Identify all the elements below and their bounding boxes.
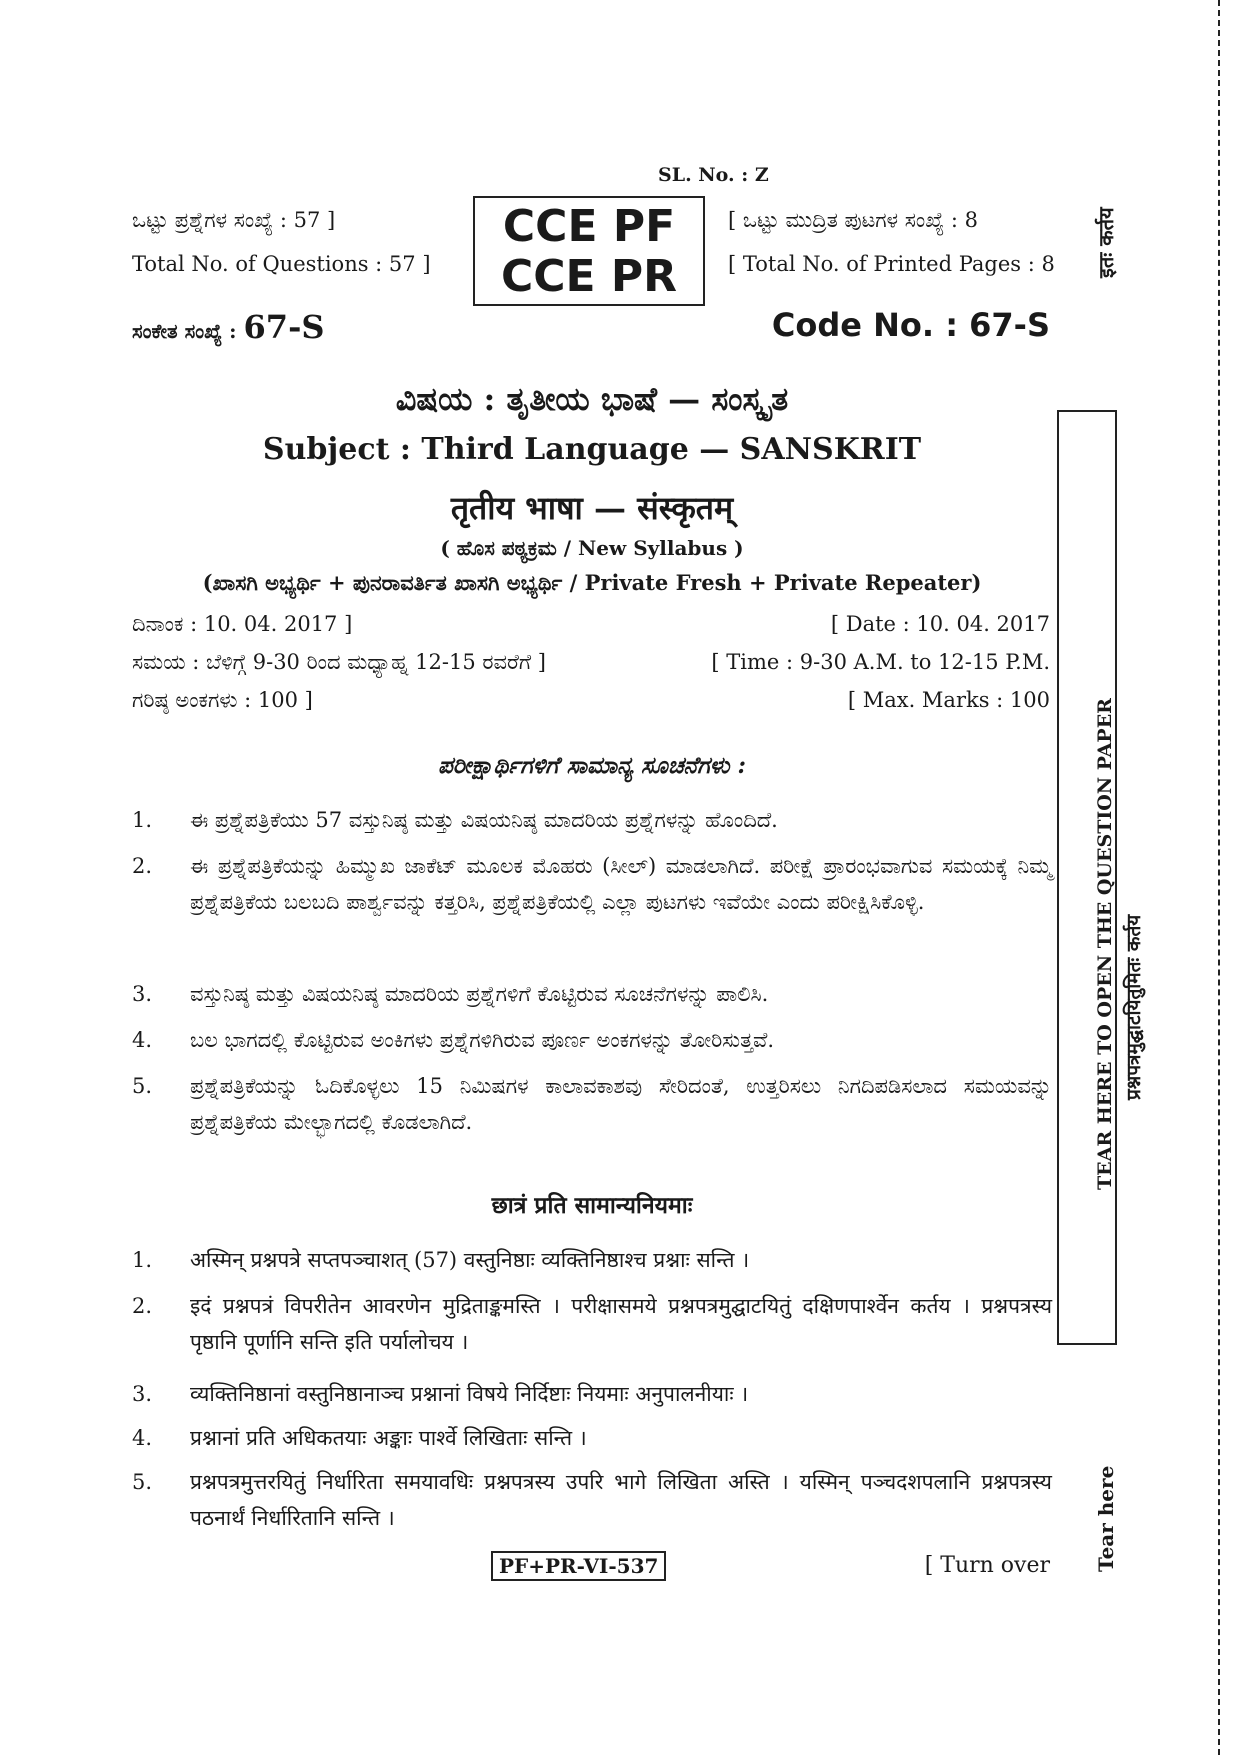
serial-number: SL. No. : Z <box>658 164 769 186</box>
candidate-type: (ಖಾಸಗಿ ಅಭ್ಯರ್ಥಿ + ಪುನರಾವರ್ತಿತ ಖಾಸಗಿ ಅಭ್ಯರ್ಥಿ / Private Fresh + Private Repeater) <box>202 570 982 595</box>
item-number: 3. <box>132 982 153 1006</box>
total-questions-english: Total No. of Questions : 57 ] <box>132 252 431 276</box>
item-number: 1. <box>132 1248 153 1272</box>
tear-open-sanskrit: प्रश्नपत्रमुद्घाटयितुमितः कर्तय <box>1123 914 1145 1100</box>
item-number: 3. <box>132 1382 153 1406</box>
code-number-kannada-value: 67-S <box>243 308 325 346</box>
item-text: ಬಲ ಭಾಗದಲ್ಲಿ ಕೊಟ್ಟಿರುವ ಅಂಕಿಗಳು ಪ್ರಶ್ನೆಗಳಿಗಿರುವ ಪೂರ್ಣ ಅಂಕಗಳನ್ನು ತೋರಿಸುತ್ತವೆ. <box>190 1028 775 1052</box>
total-pages-kannada: [ ಒಟ್ಟು ಮುದ್ರಿತ ಪುಟಗಳ ಸಂಖ್ಯೆ : 8 <box>728 208 979 232</box>
item-text: ಈ ಪ್ರಶ್ನೆಪತ್ರಿಕೆಯನ್ನು ಹಿಮ್ಮುಖ ಜಾಕೆಟ್ ಮೂಲಕ ಮೊಹರು (ಸೀಲ್) ಮಾಡಲಾಗಿದೆ. ಪರೀಕ್ಷೆ ಪ್ರಾರಂಭವಾಗುವ ಸಮಯಕ್ಕೆ ನಿಮ್ಮ ಪ್ರಶ್ನೆಪತ್ರಿಕೆಯ ಬಲಬದಿ ಪಾರ್ಶ್ವವನ್ನು ಕತ್ತರಿಸಿ, ಪ್ರಶ್ನೆಪತ್ರಿಕೆಯಲ್ಲಿ ಎಲ್ಲಾ ಪುಟಗಳು ಇವೆಯೇ ಎಂದು ಪರೀಕ್ಷಿಸಿಕೊಳ್ಳಿ. <box>190 854 1052 914</box>
paper-code-box: PF+PR-VI-537 <box>491 1551 666 1581</box>
item-text: प्रश्नानां प्रति अधिकतयाः अङ्काः पार्श्वे लिखिताः सन्ति । <box>190 1426 587 1450</box>
item-text: ಪ್ರಶ್ನೆಪತ್ರಿಕೆಯನ್ನು ಓದಿಕೊಳ್ಳಲು 15 ನಿಮಿಷಗಳ ಕಾಲಾವಕಾಶವು ಸೇರಿದಂತೆ, ಉತ್ತರಿಸಲು ನಿಗದಿಪಡಿಸಲಾದ ಸಮಯವನ್ನು ಪ್ರಶ್ನೆಪತ್ರಿಕೆಯ ಮೇಲ್ಭಾಗದಲ್ಲಿ ಕೊಡಲಾಗಿದೆ. <box>190 1074 1052 1134</box>
list-item <box>132 976 1052 1012</box>
item-text: व्यक्तिनिष्ठानां वस्तुनिष्ठानाञ्च प्रश्नानां विषये निर्दिष्टाः नियमाः अनुपालनीयाः । <box>190 1382 749 1406</box>
item-number: 4. <box>132 1028 153 1052</box>
list-item <box>132 1242 1052 1278</box>
code-number-kannada <box>132 308 324 346</box>
subject-english: Subject : Third Language — SANSKRIT <box>262 432 922 467</box>
item-number: 5. <box>132 1470 153 1494</box>
total-pages-english: [ Total No. of Printed Pages : 8 <box>728 252 1055 276</box>
subject-kannada: ವಿಷಯ : ತೃತೀಯ ಭಾಷೆ — ಸಂಸ್ಕೃತ <box>395 380 789 418</box>
item-text: इदं प्रश्नपत्रं विपरीतेन आवरणेन मुद्रिताङ्कमस्ति । परीक्षासमये प्रश्नपत्रमुद्घाटयितुं दक्षिणपार्श्वेन कर्तय । प्रश्नपत्रस्य पृष्ठानि पूर्णानि सन्ति इति पर्यालोचय । <box>190 1294 1052 1354</box>
item-text: अस्मिन् प्रश्नपत्रे सप्तपञ्चाशत् (57) वस्तुनिष्ठाः व्यक्तिनिष्ठाश्च प्रश्नाः सन्ति । <box>190 1248 750 1272</box>
item-text: ವಸ್ತುನಿಷ್ಠ ಮತ್ತು ವಿಷಯನಿಷ್ಠ ಮಾದರಿಯ ಪ್ರಶ್ನೆಗಳಿಗೆ ಕೊಟ್ಟಿರುವ ಸೂಚನೆಗಳನ್ನು ಪಾಲಿಸಿ. <box>190 982 769 1006</box>
list-item <box>132 802 1052 838</box>
item-number: 2. <box>132 854 153 878</box>
list-item <box>132 1420 1052 1456</box>
list-item <box>132 848 1052 920</box>
course-code-box <box>473 196 705 306</box>
item-number: 1. <box>132 808 153 832</box>
time-kannada: ಸಮಯ : ಬೆಳಿಗ್ಗೆ 9-30 ರಿಂದ ಮಧ್ಯಾಹ್ನ 12-15 ರವರೆಗೆ ] <box>132 650 546 674</box>
subject-sanskrit: तृतीय भाषा — संस्कृतम् <box>450 489 734 527</box>
syllabus-label: ( ಹೊಸ ಪಠ್ಯಕ್ರಮ / New Syllabus ) <box>440 536 744 560</box>
tear-here-label: Tear here <box>1094 1465 1118 1572</box>
kannada-instructions-heading: ಪರೀಕ್ಷಾರ್ಥಿಗಳಿಗೆ ಸಾಮಾನ್ಯ ಸೂಚನೆಗಳು : <box>437 752 746 779</box>
list-item <box>132 1464 1052 1536</box>
code-number-kannada-label: ಸಂಕೇತ ಸಂಖ್ಯೆ : <box>132 319 237 343</box>
item-text: ಈ ಪ್ರಶ್ನೆಪತ್ರಿಕೆಯು 57 ವಸ್ತುನಿಷ್ಠ ಮತ್ತು ವಿಷಯನಿಷ್ಠ ಮಾದರಿಯ ಪ್ರಶ್ನೆಗಳನ್ನು ಹೊಂದಿದೆ. <box>190 808 778 832</box>
max-marks-kannada: ಗರಿಷ್ಠ ಅಂಕಗಳು : 100 ] <box>132 688 313 712</box>
course-code-pf: CCE PF <box>502 201 676 252</box>
tear-dashed-line <box>1218 0 1220 1755</box>
date-kannada: ದಿನಾಂಕ : 10. 04. 2017 ] <box>132 612 353 636</box>
time-english: [ Time : 9-30 A.M. to 12-15 P.M. <box>711 650 1050 674</box>
date-english: [ Date : 10. 04. 2017 <box>830 612 1050 636</box>
total-questions-kannada: ಒಟ್ಟು ಪ್ರಶ್ನೆಗಳ ಸಂಖ್ಯೆ : 57 ] <box>132 208 336 232</box>
code-number-english: Code No. : 67-S <box>771 306 1050 344</box>
list-item <box>132 1288 1052 1360</box>
course-code-pr: CCE PR <box>500 251 678 302</box>
list-item <box>132 1022 1052 1058</box>
list-item <box>132 1376 1052 1412</box>
tear-open-english: TEAR HERE TO OPEN THE QUESTION PAPER <box>1094 698 1116 1190</box>
max-marks-english: [ Max. Marks : 100 <box>847 688 1050 712</box>
turn-over-label: [ Turn over <box>924 1553 1050 1578</box>
cut-here-sanskrit: इतः कर्तय <box>1094 207 1118 278</box>
item-number: 2. <box>132 1294 153 1318</box>
item-number: 5. <box>132 1074 153 1098</box>
item-number: 4. <box>132 1426 153 1450</box>
list-item <box>132 1068 1052 1140</box>
item-text: प्रश्नपत्रमुत्तरयितुं निर्धारिता समयावधिः प्रश्नपत्रस्य उपरि भागे लिखिता अस्ति । यस्मिन् पञ्चदशपलानि प्रश्नपत्रस्य पठनार्थं निर्धारितानि सन्ति । <box>190 1470 1052 1530</box>
sanskrit-instructions-heading: छात्रं प्रति सामान्यनियमाः <box>491 1192 693 1219</box>
